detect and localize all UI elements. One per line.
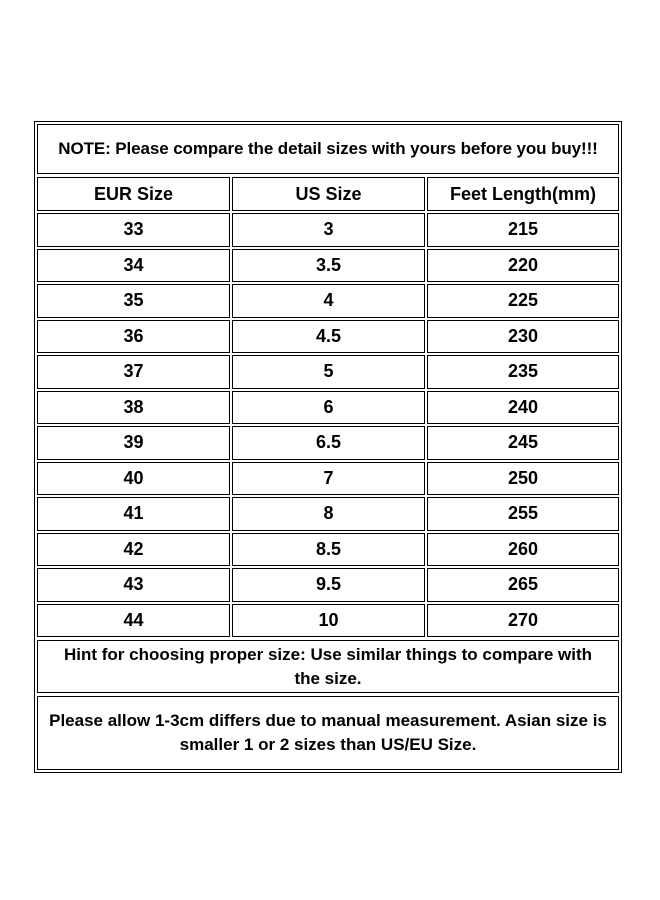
cell-eur-size: 33	[37, 213, 230, 247]
cell-us-size: 8.5	[232, 533, 425, 567]
cell-feet-length: 220	[427, 249, 619, 283]
cell-eur-size: 44	[37, 604, 230, 638]
cell-eur-size: 37	[37, 355, 230, 389]
cell-eur-size: 40	[37, 462, 230, 496]
cell-feet-length: 215	[427, 213, 619, 247]
size-table	[37, 177, 619, 637]
cell-feet-length: 235	[427, 355, 619, 389]
cell-us-size: 6	[232, 391, 425, 425]
cell-us-size: 3.5	[232, 249, 425, 283]
cell-eur-size: 36	[37, 320, 230, 354]
size-chart	[34, 121, 622, 773]
header-eur-size: EUR Size	[37, 177, 230, 211]
cell-eur-size: 39	[37, 426, 230, 460]
cell-eur-size: 35	[37, 284, 230, 318]
cell-feet-length: 245	[427, 426, 619, 460]
cell-us-size: 5	[232, 355, 425, 389]
cell-us-size: 4.5	[232, 320, 425, 354]
cell-us-size: 10	[232, 604, 425, 638]
cell-us-size: 7	[232, 462, 425, 496]
header-us-size: US Size	[232, 177, 425, 211]
cell-feet-length: 260	[427, 533, 619, 567]
cell-feet-length: 225	[427, 284, 619, 318]
cell-us-size: 9.5	[232, 568, 425, 602]
cell-eur-size: 43	[37, 568, 230, 602]
cell-eur-size: 38	[37, 391, 230, 425]
cell-eur-size: 41	[37, 497, 230, 531]
cell-us-size: 6.5	[232, 426, 425, 460]
cell-us-size: 3	[232, 213, 425, 247]
cell-us-size: 4	[232, 284, 425, 318]
cell-feet-length: 265	[427, 568, 619, 602]
cell-feet-length: 250	[427, 462, 619, 496]
cell-eur-size: 42	[37, 533, 230, 567]
header-feet-length: Feet Length(mm)	[427, 177, 619, 211]
note-banner: NOTE: Please compare the detail sizes with yours before you buy!!!	[37, 124, 619, 174]
cell-feet-length: 255	[427, 497, 619, 531]
cell-feet-length: 270	[427, 604, 619, 638]
cell-eur-size: 34	[37, 249, 230, 283]
measurement-disclaimer: Please allow 1-3cm differs due to manual measurement. Asian size is smaller 1 or 2 sizes than US/EU Size.	[37, 696, 619, 770]
hint-note: Hint for choosing proper size: Use similar things to compare with the size.	[37, 640, 619, 693]
cell-feet-length: 230	[427, 320, 619, 354]
cell-us-size: 8	[232, 497, 425, 531]
cell-feet-length: 240	[427, 391, 619, 425]
